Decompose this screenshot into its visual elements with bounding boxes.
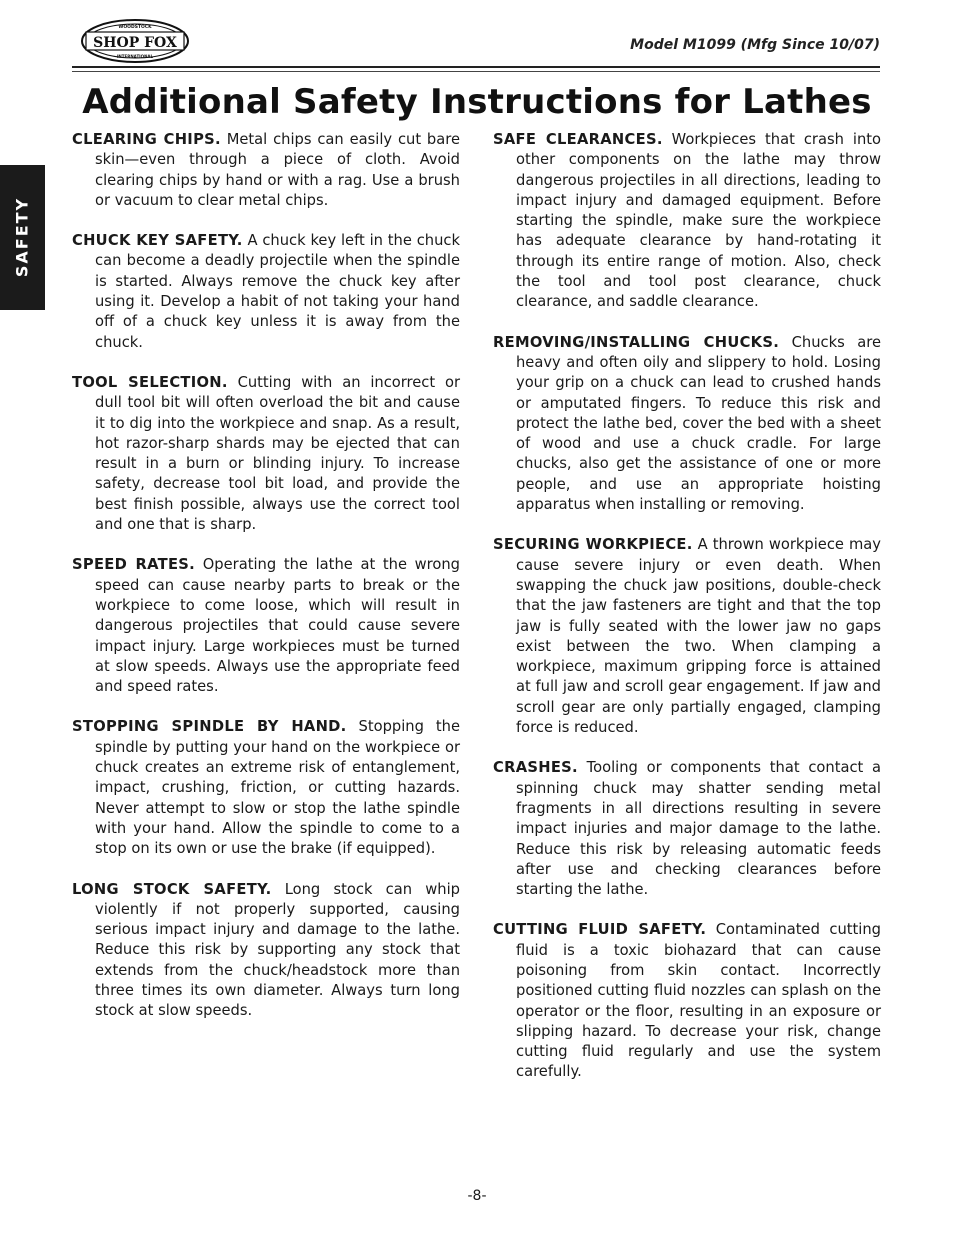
item-heading: REMOVING/INSTALLING CHUCKS. <box>493 333 780 351</box>
safety-item <box>72 880 460 1022</box>
item-text: Stopping the spindle by putting your hand on the workpiece or chuck creates an extreme risk of entanglement, impact, crushing, friction, or cutting hazards. Never attempt to slow or stop the lathe spindle with your hand. Allow the spindle to come to a stop on its own or use the brake (if equipped). <box>95 718 460 858</box>
item-heading: TOOL SELECTION. <box>72 373 228 391</box>
item-heading: CLEARING CHIPS. <box>72 131 221 148</box>
item-text: Contaminated cutting fluid is a toxic biohazard that can cause poisoning from skin contact. Incorrectly positioned cutting fluid nozzles can splash on the operator or the floor, resulting in an exposure or slipping hazard. To decrease your risk, change cutting fluid regularly and use the system carefully. <box>516 921 881 1081</box>
page-number: -8- <box>467 1188 487 1204</box>
item-text: A chuck key left in the chuck can become a deadly projectile when the spindle is started. Always remove the chuck key after using it. Develop a habit of not taking your hand off of a chuck key unless it is away from the chuck. <box>95 232 460 351</box>
shop-fox-logo <box>80 18 190 64</box>
safety-item <box>493 130 881 313</box>
safety-item <box>493 920 881 1082</box>
safety-item <box>493 333 881 516</box>
logo-main-text: SHOP FOX <box>93 35 177 51</box>
item-text: Tooling or components that contact a spinning chuck may shatter sending metal fragments in all directions resulting in severe impact injuries and major damage to the lathe. Reduce this risk by releasing automatic feeds after use and checking clearances before starting the lathe. <box>516 759 882 899</box>
safety-item <box>493 758 881 900</box>
safety-item <box>493 535 881 738</box>
logo-top-text: WOODSTOCK <box>118 25 152 30</box>
header-rule-thick <box>72 66 880 68</box>
header-rule-thin <box>72 71 880 72</box>
item-text: Workpieces that crash into other components on the lathe may throw dangerous projectiles in all directions, leading to impact injury and damaged equipment. Before starting the spindle, make sure the workpiece has adequate clearance by hand-rotating it through its entire range of motion. Also, check the tool and tool post clearance, chuck clearance, and saddle clearance. <box>516 131 881 311</box>
page-title: Additional Safety Instructions for Lathes <box>82 82 872 122</box>
item-heading: SAFE CLEARANCES. <box>493 131 663 148</box>
item-heading: SECURING WORKPIECE. <box>493 536 693 554</box>
item-text: Chucks are heavy and often oily and slippery to hold. Losing your grip on a chuck can lead to crushed hands or amputated fingers. To reduce this risk and protect the lathe bed, cover the bed with a sheet of wood and use a chuck cradle. For large chucks, also get the assistance of one or more people, and use an appropriate hoisting apparatus when installing or removing. <box>516 333 882 514</box>
safety-item <box>72 717 460 859</box>
item-text: Long stock can whip violently if not properly supported, causing serious impact injury and damage to the lathe. Reduce this risk by supporting any stock that extends from the chuck/headstock more than three times its own diameter. Always turn long stock at slow speeds. <box>95 880 461 1020</box>
item-heading: STOPPING SPINDLE BY HAND. <box>72 718 347 736</box>
item-heading: CRASHES. <box>493 759 578 777</box>
item-text: Metal chips can easily cut bare skin—even through a piece of cloth. Avoid clearing chips by hand or with a rag. Use a brush or vacuum to clear metal chips. <box>95 131 460 209</box>
safety-item <box>72 373 460 535</box>
item-heading: LONG STOCK SAFETY. <box>72 880 272 898</box>
safety-item <box>72 130 460 211</box>
item-heading: SPEED RATES. <box>72 556 196 574</box>
logo-bottom-text: INTERNATIONAL <box>116 54 154 59</box>
item-text: Operating the lathe at the wrong speed can cause nearby parts to break or the workpiece to come loose, which will result in dangerous projectiles that could cause severe impact injury. Large workpieces must be turned at slow speeds. Always use the appropriate feed and speed rates. <box>95 556 460 696</box>
side-tab-label: SAFETY <box>12 196 32 278</box>
model-label: Model M1099 (Mfg Since 10/07) <box>630 37 880 53</box>
item-text: Cutting with an incorrect or dull tool bit will often overload the bit and cause it to dig into the workpiece and snap. As a result, hot razor-sharp shards may be ejected that can result in a burn or blinding injury. To increase safety, decrease tool bit load, and provide the best finish possible, always use the correct tool and one that is sharp. <box>95 373 460 534</box>
side-tab <box>0 165 45 310</box>
left-column <box>72 130 460 1042</box>
item-heading: CUTTING FLUID SAFETY. <box>493 921 707 939</box>
safety-item <box>72 231 460 353</box>
right-column <box>493 130 881 1103</box>
safety-item <box>72 555 460 697</box>
item-text: A thrown workpiece may cause severe injury or even death. When swapping the chuck jaw positions, double-check that the jaw fasteners are tight and that the top jaw is fully seated with the lower jaw no gaps exist between the two. When clamping a workpiece, maximum gripping force is attained at full jaw and scroll gear engagement. If jaw and scroll gear are only partially engaged, clamping force is reduced. <box>516 536 881 737</box>
item-heading: CHUCK KEY SAFETY. <box>72 232 243 250</box>
